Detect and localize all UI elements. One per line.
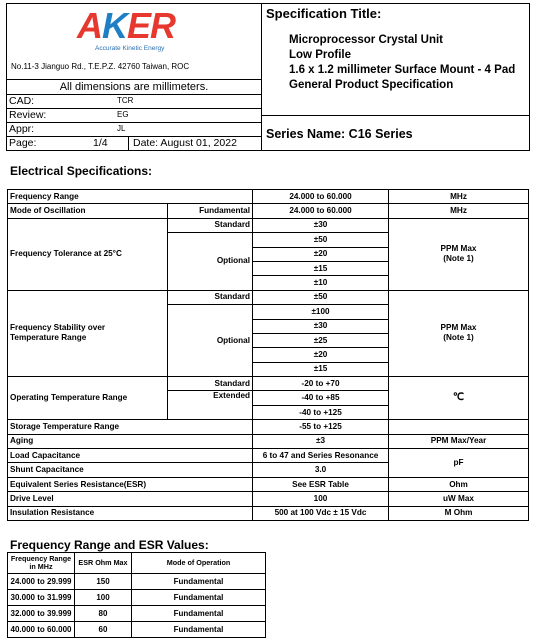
table-row: Frequency Tolerance at 25°C Standard ±30 PPM Max (Note 1)	[8, 218, 529, 232]
table-row: Mode of Oscillation Fundamental 24.000 to 60.000 MHz	[8, 204, 529, 218]
company-address: No.11-3 Jianguo Rd., T.E.P.Z. 42760 Taiwan, ROC	[11, 62, 190, 71]
table-row: ±20	[8, 247, 529, 261]
review-row: Review: EG	[7, 108, 261, 122]
table-row: ±25	[8, 333, 529, 347]
table-row: Frequency Stability over Temperature Range Standard ±50 PPM Max (Note 1)	[8, 290, 529, 304]
table-row: Optional ±100	[8, 305, 529, 319]
page-row: Page: 1/4 Date: August 01, 2022	[7, 136, 261, 150]
table-row: Aging ±3 PPM Max/Year	[8, 434, 529, 448]
table-row: 24.000 to 29.999 150 Fundamental	[8, 574, 266, 590]
spec-title-lines: Microprocessor Crystal Unit Low Profile 1.6 x 1.2 millimeter Surface Mount - 4 Pad General Product Specification	[289, 34, 516, 91]
table-row: ±10	[8, 276, 529, 290]
table-row: 32.000 to 39.999 80 Fundamental	[8, 606, 266, 622]
spec-title-label: Specification Title:	[266, 6, 382, 21]
table-header-row: Frequency Range in MHz ESR Ohm Max Mode of Operation	[8, 553, 266, 574]
header-right-box	[261, 3, 530, 151]
table-row: Operating Temperature Range Standard -20 to +70 ℃	[8, 377, 529, 391]
cad-row: CAD: TCR	[7, 94, 261, 108]
table-row: Optional ±50	[8, 233, 529, 247]
table-row: Frequency Range 24.000 to 60.000 MHz	[8, 190, 529, 204]
table-row: 40.000 to 60.000 60 Fundamental	[8, 622, 266, 638]
esr-table	[7, 552, 266, 638]
electrical-spec-title: Electrical Specifications:	[10, 164, 153, 178]
table-row: Extended -40 to +85	[8, 391, 529, 405]
page-number: 1/4	[93, 137, 108, 149]
table-row: ±15	[8, 261, 529, 275]
table-row: 30.000 to 31.999 100 Fundamental	[8, 590, 266, 606]
electrical-spec-table	[7, 189, 529, 521]
table-row: Shunt Capacitance 3.0	[8, 463, 529, 477]
table-row: ±15	[8, 362, 529, 376]
series-name: Series Name: C16 Series	[266, 127, 413, 141]
table-row: Insulation Resistance 500 at 100 Vdc ± 15 Vdc M Ohm	[8, 506, 529, 520]
table-row: Storage Temperature Range -55 to +125	[8, 420, 529, 434]
table-row: ±20	[8, 348, 529, 362]
company-logo: AKER Accurate Kinetic Energy	[77, 5, 176, 52]
table-row: Load Capacitance 6 to 47 and Series Resonance pF	[8, 449, 529, 463]
document-date: Date: August 01, 2022	[133, 137, 237, 149]
header-left-box	[6, 3, 262, 151]
table-row: Drive Level 100 uW Max	[8, 492, 529, 506]
appr-row: Appr: JL	[7, 122, 261, 136]
dimensions-note: All dimensions are millimeters.	[7, 79, 261, 93]
table-row: Equivalent Series Resistance(ESR) See ESR Table Ohm	[8, 477, 529, 491]
table-row: ±30	[8, 319, 529, 333]
table-row: -40 to +125	[8, 405, 529, 419]
logo-tagline: Accurate Kinetic Energy	[95, 45, 165, 52]
esr-section-title: Frequency Range and ESR Values:	[10, 538, 209, 552]
